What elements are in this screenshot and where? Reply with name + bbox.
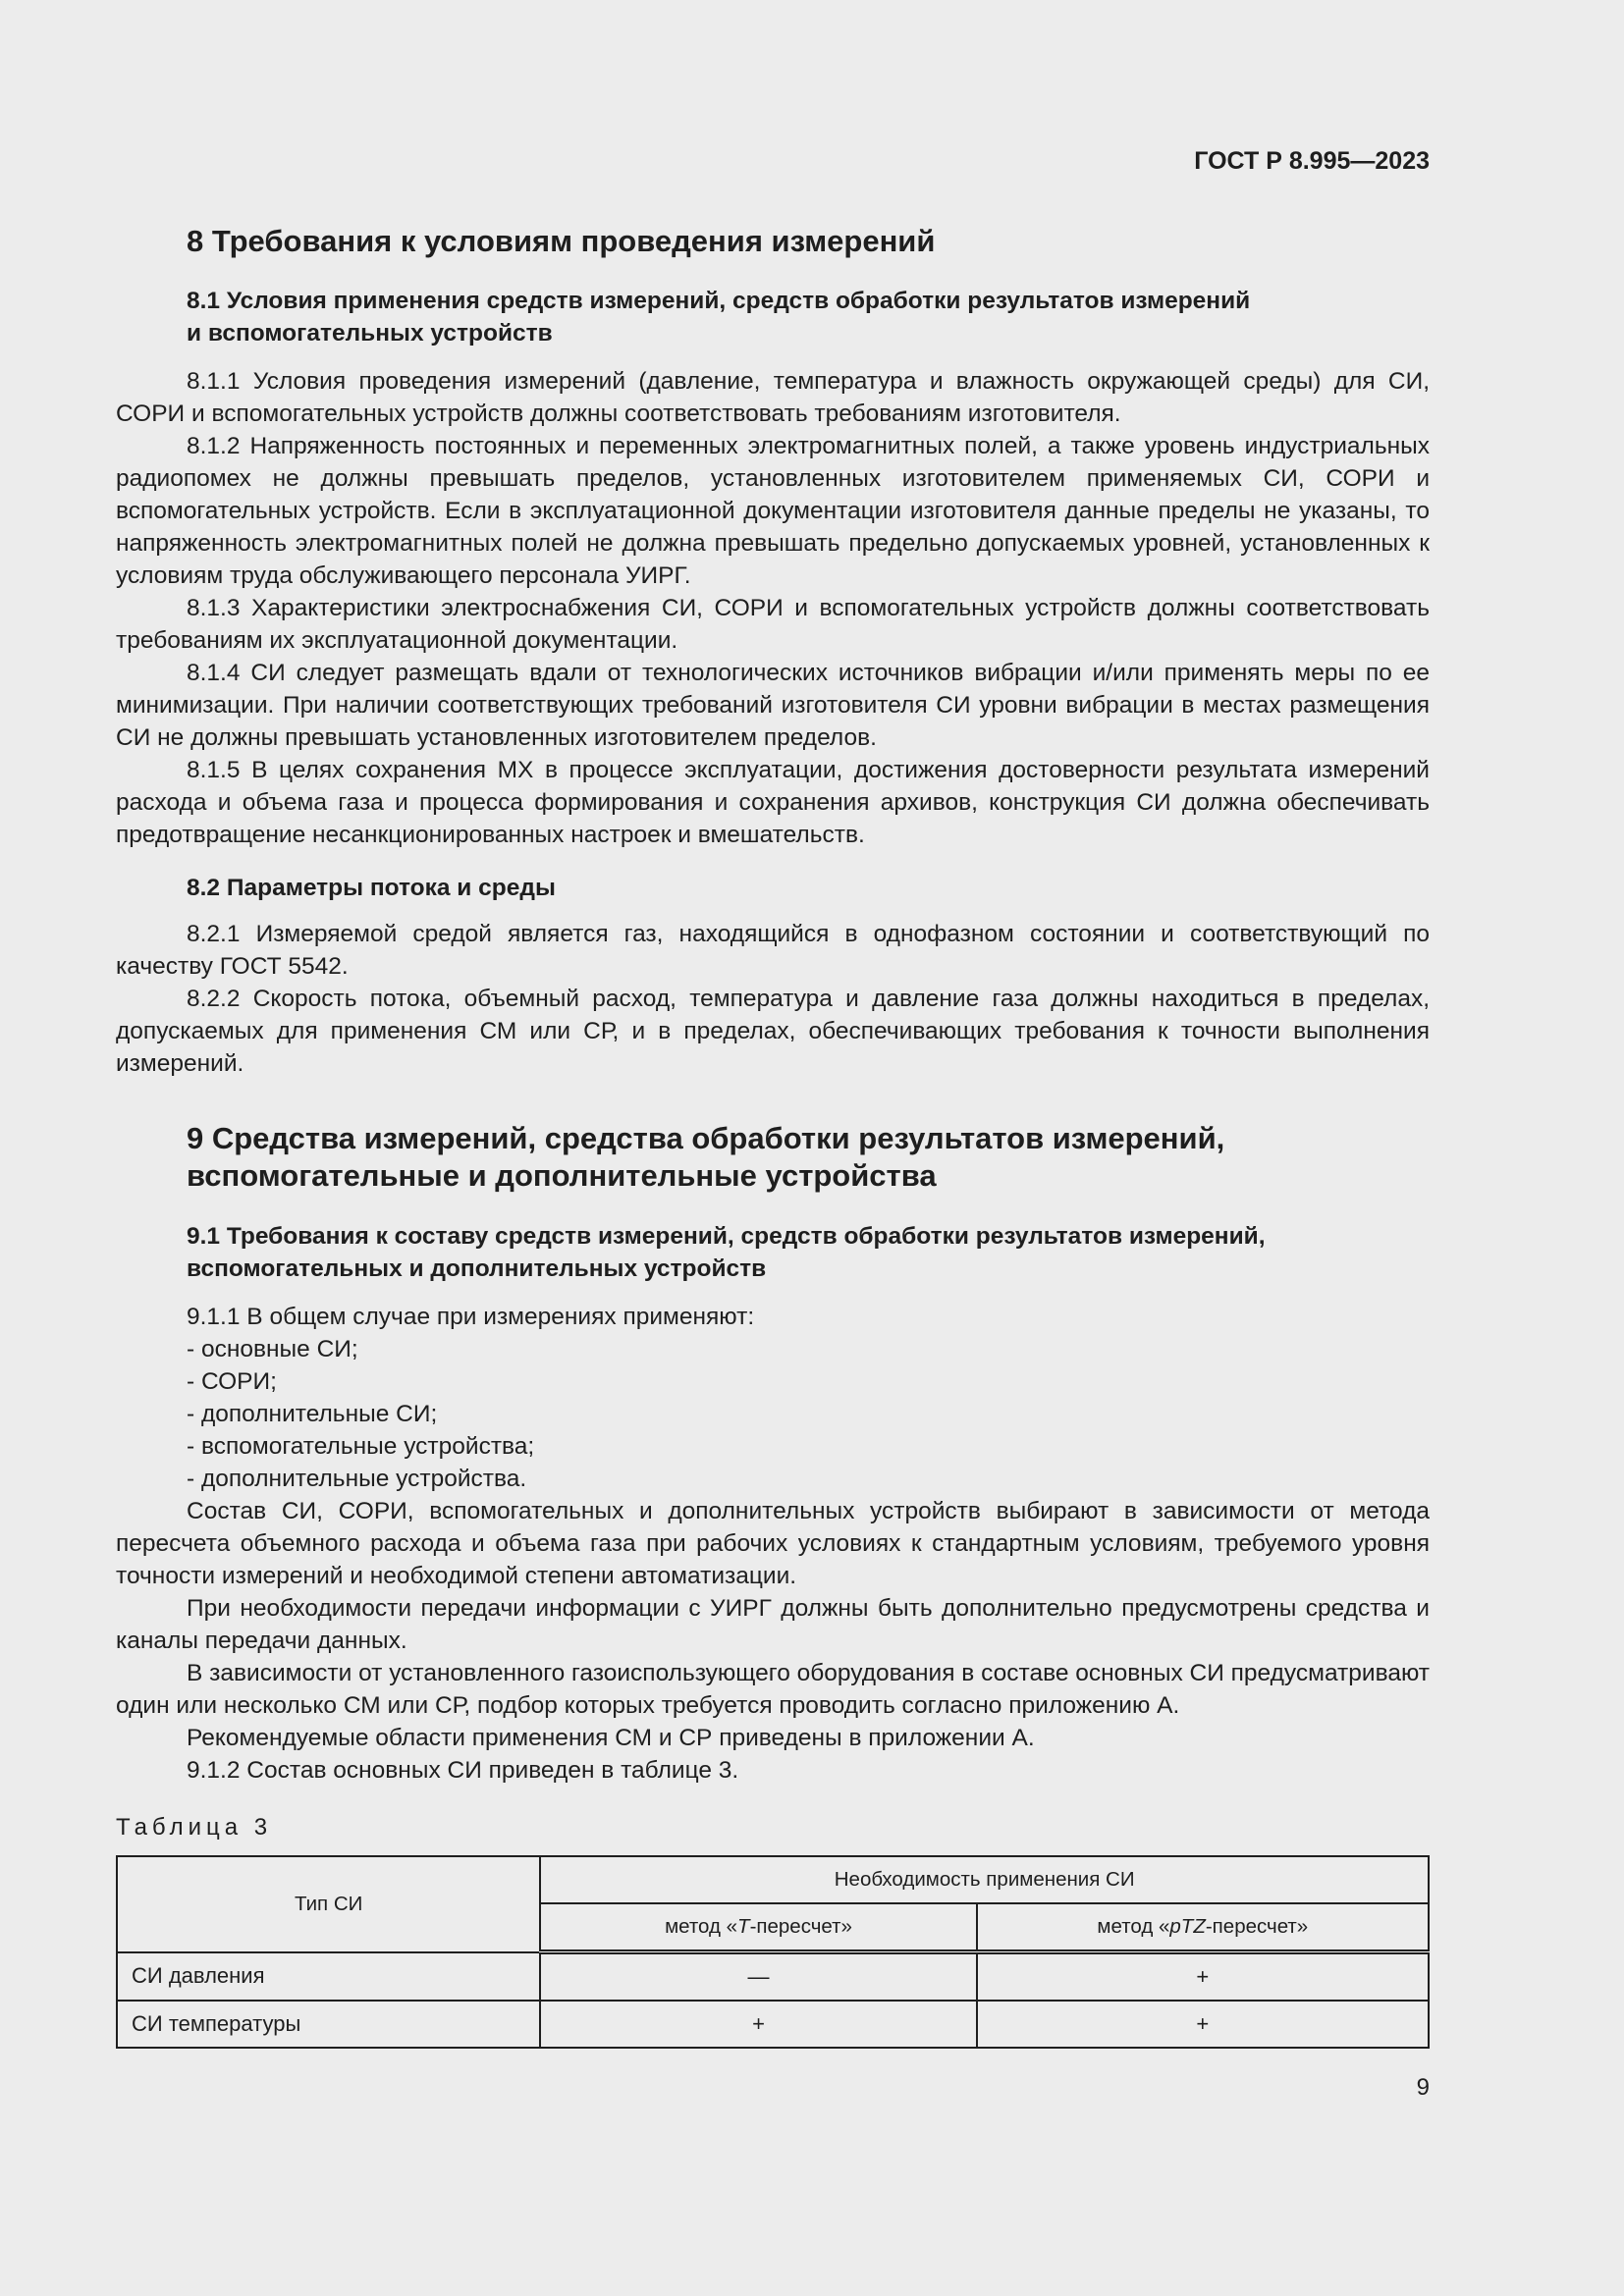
table-cell-ptz: + <box>977 2001 1429 2048</box>
paragraph-meters-selection: В зависимости от установленного газоиспользующего оборудования в составе основных СИ предусматривают один или несколько СМ или СР, подбор которых требуется проводить согласно приложению А. <box>116 1660 1430 1719</box>
section-9-1-body <box>116 1301 1430 1787</box>
table-caption: Таблица 3 <box>116 1814 273 1841</box>
table-cell-name: СИ давления <box>117 1952 540 2002</box>
section-8-2-body <box>116 918 1430 1080</box>
paragraph-data-transfer: При необходимости передачи информации с УИРГ должны быть дополнительно предусмотрены средства и каналы передачи данных. <box>116 1595 1430 1654</box>
table-header-row <box>117 1856 1429 1903</box>
page-number: 9 <box>1416 2074 1430 2101</box>
paragraph-8-1-1: 8.1.1 Условия проведения измерений (давление, температура и влажность окружающей среды) для СИ, СОРИ и вспомогательных устройств должны соответствовать требованиям изготовителя. <box>116 368 1430 427</box>
table-cell-name: СИ температуры <box>117 2001 540 2048</box>
table-row <box>117 2001 1429 2048</box>
paragraph-9-1-2: 9.1.2 Состав основных СИ приведен в таблице 3. <box>187 1757 739 1784</box>
section-8-heading: 8 Требования к условиям проведения измерений <box>187 224 936 258</box>
paragraph-8-2-2: 8.2.2 Скорость потока, объемный расход, температура и давление газа должны находиться в пределах, допускаемых для применения СМ или СР, и в пределах, обеспечивающих требования к точности выполнения измерений. <box>116 986 1430 1077</box>
list-item: - дополнительные СИ; <box>187 1401 438 1427</box>
section-9-heading-line1: 9 Средства измерений, средства обработки результатов измерений, <box>187 1121 1225 1155</box>
section-9-heading-line2: вспомогательные и дополнительные устройства <box>187 1158 937 1193</box>
document-code: ГОСТ Р 8.995—2023 <box>1194 147 1430 175</box>
table-row <box>117 1952 1429 2002</box>
subsection-9-1-heading-line2: вспомогательных и дополнительных устройств <box>187 1255 767 1282</box>
paragraph-recommended-areas: Рекомендуемые области применения СМ и СР приведены в приложении А. <box>187 1725 1035 1751</box>
subsection-8-1-heading <box>187 285 1250 349</box>
subsection-8-1-heading-line2: и вспомогательных устройств <box>187 320 553 347</box>
table-cell-t: — <box>540 1952 976 2002</box>
table-cell-ptz: + <box>977 1952 1429 2002</box>
paragraph-composition: Состав СИ, СОРИ, вспомогательных и дополнительных устройств выбирают в зависимости от метода пересчета объемного расхода и объема газа при рабочих условиях к стандартным условиям, требуемого уровня точности измерений и необходимой степени автоматизации. <box>116 1498 1430 1589</box>
list-item: - дополнительные устройства. <box>187 1466 527 1492</box>
list-item: - основные СИ; <box>187 1336 358 1362</box>
table-3 <box>116 1855 1430 2049</box>
header-cell-t-method: метод «T-пересчет» <box>540 1903 976 1952</box>
section-8-1-body <box>116 365 1430 851</box>
paragraph-8-1-2: 8.1.2 Напряженность постоянных и переменных электромагнитных полей, а также уровень индустриальных радиопомех не должны превышать пределов, установленных изготовителем применяемых СИ, СОРИ и вспомогательных устройств. Если в эксплуатационной документации изготовителя данные пределы не указаны, то напряженность электромагнитных полей не должна превышать предельно допускаемых уровней, установленных к условиям труда обслуживающего персонала УИРГ. <box>116 433 1430 589</box>
subsection-8-1-heading-line1: 8.1 Условия применения средств измерений, средств обработки результатов измерений <box>187 288 1251 314</box>
header-cell-need: Необходимость применения СИ <box>540 1856 1429 1903</box>
paragraph-8-1-4: 8.1.4 СИ следует размещать вдали от технологических источников вибрации и/или применять меры по ее минимизации. При наличии соответствующих требований изготовителя СИ уровни вибрации в местах размещения СИ не должны превышать установленных изготовителем пределов. <box>116 660 1430 751</box>
header-cell-ptz-method: метод «pTZ-пересчет» <box>977 1903 1429 1952</box>
document-page <box>116 0 1430 2296</box>
subsection-9-1-heading-line1: 9.1 Требования к составу средств измерений, средств обработки результатов измерений, <box>187 1223 1266 1250</box>
list-item: - вспомогательные устройства; <box>187 1433 535 1460</box>
list-item: - СОРИ; <box>187 1368 277 1395</box>
subsection-8-2-heading: 8.2 Параметры потока и среды <box>187 875 556 901</box>
subsection-9-1-heading <box>187 1220 1266 1285</box>
paragraph-8-2-1: 8.2.1 Измеряемой средой является газ, находящийся в однофазном состоянии и соответствующий по качеству ГОСТ 5542. <box>116 921 1430 980</box>
section-9-heading <box>187 1120 1224 1195</box>
table-cell-t: + <box>540 2001 976 2048</box>
paragraph-8-1-5: 8.1.5 В целях сохранения МХ в процессе эксплуатации, достижения достоверности результата измерений расхода и объема газа и процесса формирования и сохранения архивов, конструкция СИ должна обеспечивать предотвращение несанкционированных настроек и вмешательств. <box>116 757 1430 848</box>
header-cell-type: Тип СИ <box>117 1856 540 1952</box>
paragraph-8-1-3: 8.1.3 Характеристики электроснабжения СИ, СОРИ и вспомогательных устройств должны соответствовать требованиям их эксплуатационной документации. <box>116 595 1430 654</box>
paragraph-9-1-1: 9.1.1 В общем случае при измерениях применяют: <box>187 1304 755 1330</box>
